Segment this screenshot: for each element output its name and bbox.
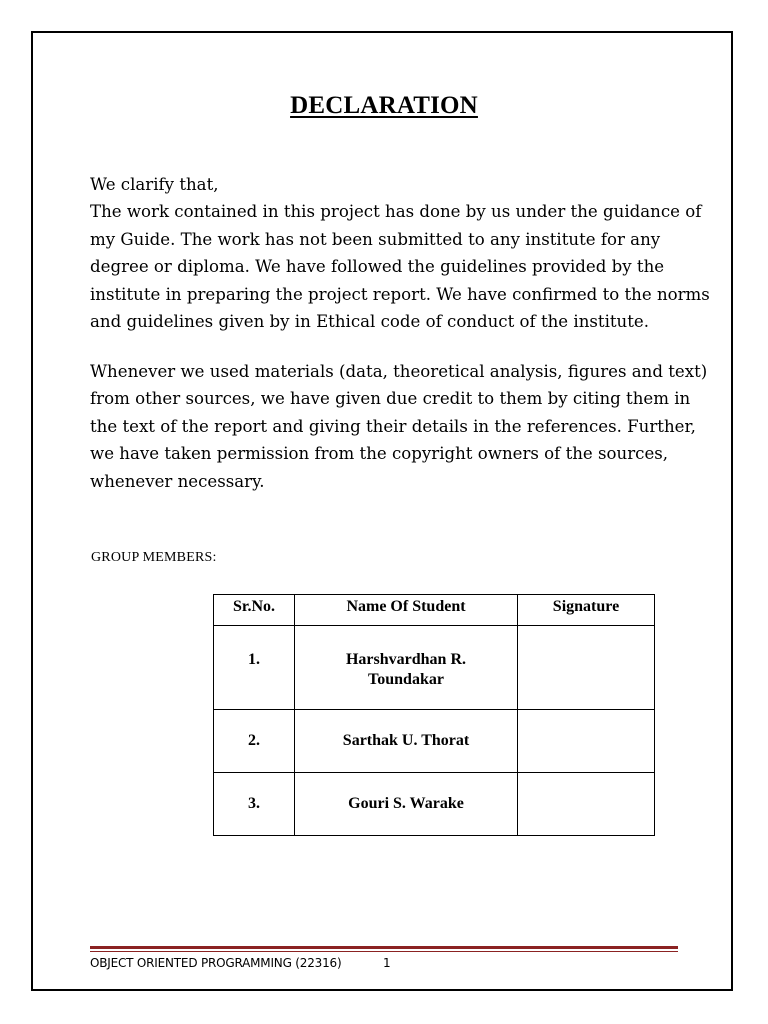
- paragraph-line: institute in preparing the project report. We have confirmed to the norms: [90, 284, 710, 304]
- page-title: DECLARATION: [290, 92, 478, 119]
- cell-student-name: Sarthak U. Thorat: [295, 710, 518, 773]
- student-name-line: Toundakar: [368, 671, 444, 688]
- paragraph-line: from other sources, we have given due credit to them by citing them in: [90, 389, 691, 409]
- cell-sr-no: 3.: [214, 773, 295, 836]
- table-row: [214, 710, 655, 773]
- paragraph-line: the text of the report and giving their details in the references. Further,: [90, 416, 696, 436]
- cell-sr-no: 2.: [214, 710, 295, 773]
- footer-rule-thick: [90, 946, 678, 949]
- paragraph-line: we have taken permission from the copyright owners of the sources,: [90, 444, 669, 464]
- group-members-table: [213, 594, 655, 836]
- footer-page-number: 1: [383, 956, 391, 970]
- paragraph-line: and guidelines given by in Ethical code of conduct of the institute.: [90, 312, 650, 332]
- paragraph-line: degree or diploma. We have followed the guidelines provided by the: [90, 257, 665, 277]
- student-name-line: Harshvardhan R.: [345, 651, 467, 668]
- paragraph-line: Whenever we used materials (data, theoretical analysis, figures and text): [90, 362, 708, 381]
- declaration-paragraph-2: [90, 358, 708, 495]
- paragraph-line: The work contained in this project has done by us under the guidance of: [90, 202, 702, 222]
- cell-signature: [518, 773, 655, 836]
- header-name: Name Of Student: [295, 595, 518, 626]
- paragraph-line: We clarify that,: [90, 175, 219, 194]
- header-signature: Signature: [518, 595, 655, 626]
- paragraph-line: my Guide. The work has not been submitted to any institute for any: [90, 229, 661, 249]
- header-sr-no: Sr.No.: [214, 595, 295, 626]
- footer-rule-thin: [90, 951, 678, 952]
- cell-signature: [518, 626, 655, 710]
- table-row: [214, 773, 655, 836]
- paragraph-line: whenever necessary.: [90, 471, 265, 491]
- footer-course-title: OBJECT ORIENTED PROGRAMMING (22316): [90, 956, 342, 970]
- table-header-row: [214, 595, 655, 626]
- cell-signature: [518, 710, 655, 773]
- cell-sr-no: 1.: [214, 626, 295, 710]
- cell-student-name: [295, 626, 518, 710]
- cell-student-name: Gouri S. Warake: [295, 773, 518, 836]
- declaration-paragraph-1: [90, 171, 710, 335]
- group-members-label: GROUP MEMBERS:: [91, 550, 217, 565]
- table-row: [214, 626, 655, 710]
